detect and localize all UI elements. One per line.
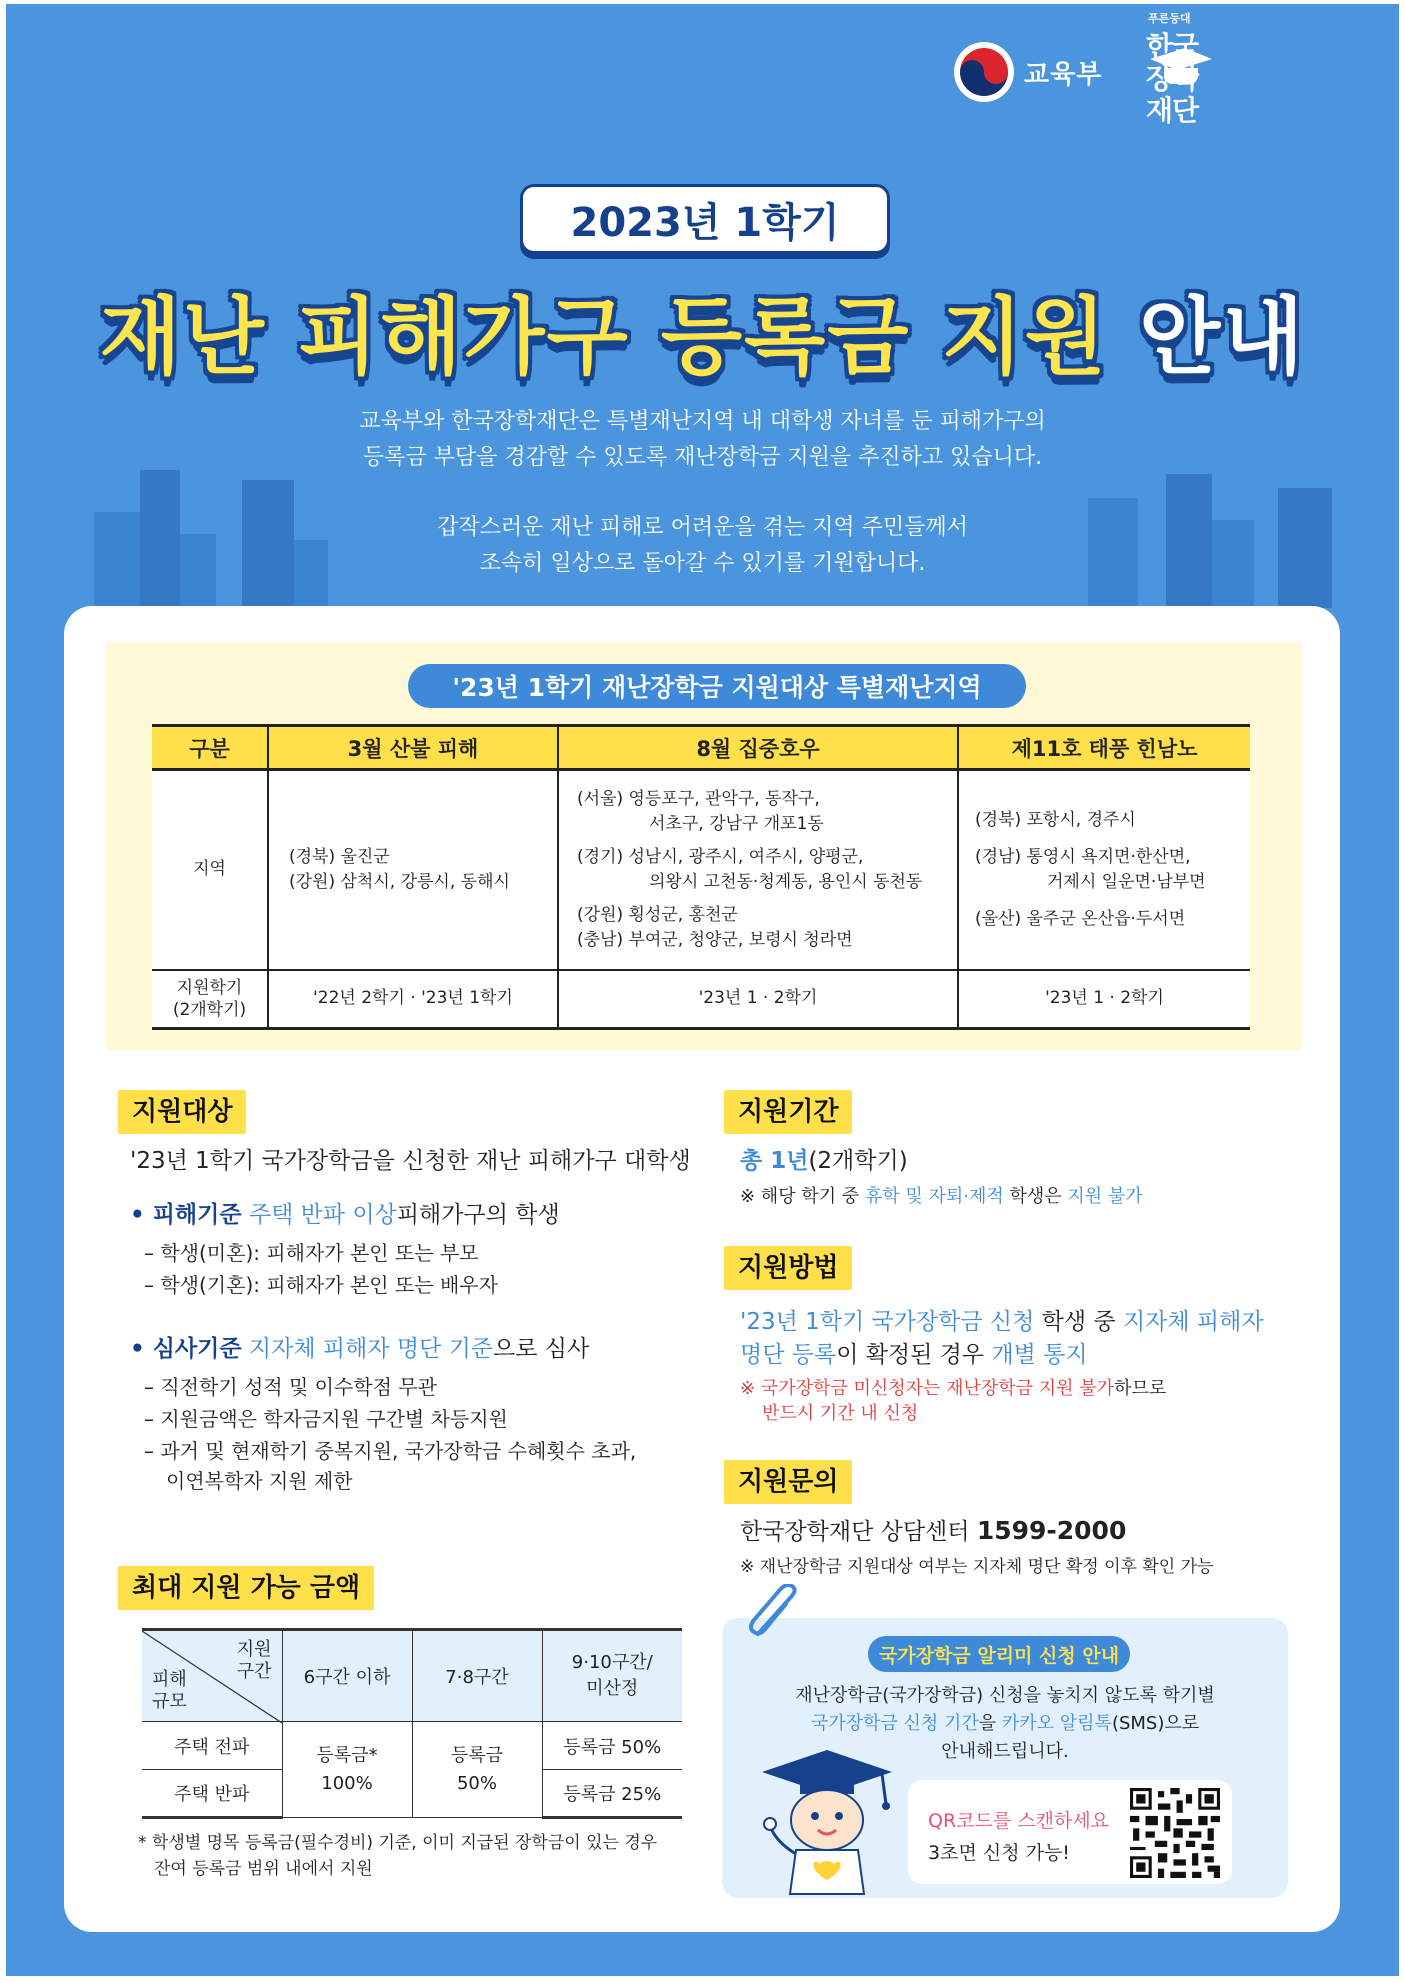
review-item-2: – 지원금액은 학자금지원 구간별 차등지원: [144, 1407, 508, 1431]
amount-note-1: * 학생별 명목 등록금(필수경비) 기준, 이미 지급된 장학금이 있는 경우: [138, 1833, 658, 1853]
method-hl4: 개별 통지: [991, 1342, 1088, 1368]
alarm-line-3: 안내해드립니다.: [941, 1741, 1069, 1762]
alarm-title: 국가장학금 알리미 신청 안내: [868, 1636, 1130, 1672]
method-warning: [740, 1376, 1166, 1426]
period-note-pre: ※ 해당 학기 중: [740, 1186, 865, 1207]
review-item-1: – 직전학기 성적 및 이수학점 무관: [144, 1375, 437, 1399]
rain-regions: [558, 770, 958, 970]
rain-region-2b: 의왕시 고천동·청계동, 용인시 동천동: [649, 871, 923, 892]
alarm-hl1: 국가장학금 신청 기간: [810, 1713, 979, 1734]
amount-col-1: 6구간 이하: [282, 1630, 412, 1722]
intro-line-2: 등록금 부담을 경감할 수 있도록 재난장학금 지원을 추진하고 있습니다.: [362, 445, 1043, 470]
target-heading: 지원대상: [118, 1090, 246, 1134]
qr-sub: 3초면 신청 가능!: [928, 1842, 1070, 1864]
taegeuk-icon: [954, 42, 1014, 102]
review-rest: 으로 심사: [493, 1336, 590, 1362]
rain-region-1b: 서초구, 강남구 개포1동: [649, 813, 824, 834]
method-hl2: 지자체 피해자: [1122, 1309, 1264, 1335]
amount-cell-1a: 등록금*: [316, 1744, 378, 1766]
review-item-4: 이연복학자 지원 제한: [166, 1469, 353, 1493]
qr-prompt: QR코드를 스캔하세요: [928, 1810, 1110, 1832]
row-label-term: [152, 970, 268, 1029]
typhoon-region-3: (울산) 울주군 온산읍·두서면: [975, 908, 1186, 929]
amount-heading: 최대 지원 가능 금액: [118, 1566, 374, 1610]
region-table-header: [152, 726, 1250, 770]
period-heading: 지원기간: [724, 1090, 852, 1134]
term-label-1: 지원학기: [176, 977, 243, 998]
period-note-hl2: 지원 불가: [1067, 1186, 1143, 1207]
corner-bottom-2: 규모: [152, 1691, 187, 1712]
target-lead: '23년 1학기 국가장학금을 신청한 재난 피해가구 대학생: [130, 1148, 691, 1174]
intro-line-4: 조속히 일상으로 돌아갈 수 있기를 기원합니다.: [479, 551, 926, 576]
damage-label: • 피해기준: [130, 1202, 242, 1228]
period-total-rest: (2개학기): [808, 1148, 908, 1174]
corner-bottom-1: 피해: [152, 1669, 187, 1690]
foundation-logo: [1146, 12, 1216, 127]
damage-highlight: 주택 반파 이상: [248, 1202, 397, 1228]
method-warning-rest: 하므로: [1114, 1378, 1167, 1399]
method-text: [740, 1306, 1280, 1372]
amount-note-2: 잔여 등록금 범위 내에서 지원: [154, 1859, 373, 1879]
method-warning-2: 반드시 기간 내 신청: [762, 1403, 919, 1424]
typhoon-region-1: (경북) 포항시, 경주시: [975, 809, 1136, 830]
method-heading: 지원방법: [724, 1246, 852, 1290]
amount-col-3b: 미산정: [586, 1678, 639, 1699]
review-highlight: 지자체 피해자 명단 기준: [248, 1336, 494, 1362]
method-hl3: 명단 등록: [740, 1342, 837, 1368]
period-note: [740, 1182, 1143, 1212]
col-header-fire: 3월 산불 피해: [268, 726, 558, 770]
damage-criteria: [130, 1200, 560, 1230]
paperclip-icon: [746, 1584, 806, 1644]
contact-heading: 지원문의: [724, 1460, 852, 1504]
row-label-region: 지역: [152, 770, 268, 970]
term-row: [152, 970, 1250, 1029]
region-title: '23년 1학기 재난장학금 지원대상 특별재난지역: [408, 664, 1026, 708]
alarm-box: [722, 1618, 1288, 1898]
col-header-typhoon: 제11호 태풍 힌남노: [958, 726, 1250, 770]
amount-cell-2a: 등록금: [450, 1744, 504, 1766]
contact-phone: 1599-2000: [976, 1516, 1127, 1545]
amount-header-row: [142, 1630, 682, 1722]
amount-col-2: 7·8구간: [412, 1630, 542, 1722]
rain-term: '23년 1 · 2학기: [558, 970, 958, 1029]
semester-badge: [520, 184, 890, 254]
corner-top-1: 지원: [236, 1639, 272, 1660]
region-section: [106, 642, 1302, 1050]
amount-corner-cell: [142, 1630, 282, 1722]
intro-line-1: 교육부와 한국장학재단은 특별재난지역 내 대학생 자녀를 둔 피해가구의: [359, 409, 1046, 434]
rain-region-4: (충남) 부여군, 청양군, 보령시 청라면: [577, 929, 853, 950]
review-criteria: [130, 1334, 589, 1364]
amount-row-full: [142, 1722, 682, 1770]
semester-label: 2023년 1학기: [570, 199, 840, 246]
amount-col-3a: 9·10구간/: [571, 1652, 653, 1673]
main-title: [6, 270, 1399, 391]
typhoon-term: '23년 1 · 2학기: [958, 970, 1250, 1029]
fire-region-1: (경북) 울진군: [289, 846, 390, 867]
alarm-hl2: 카카오 알림톡: [1001, 1713, 1112, 1734]
typhoon-regions: [958, 770, 1250, 970]
col-header-category: 구분: [152, 726, 268, 770]
amount-table: [142, 1628, 682, 1819]
contact-center: [740, 1516, 1126, 1547]
amount-cell-3a: 등록금 50%: [542, 1722, 682, 1770]
review-item-3: – 과거 및 현재학기 중복지원, 국가장학금 수혜횟수 초과,: [144, 1439, 637, 1463]
damage-item-2: – 학생(기혼): 피해자가 본인 또는 배우자: [144, 1273, 498, 1297]
method-hl1: '23년 1학기 국가장학금 신청: [740, 1309, 1035, 1335]
typhoon-region-2b: 거제시 일운면·남부면: [1047, 871, 1206, 892]
ministry-name: 교육부: [1024, 59, 1103, 90]
contact-center-label: 한국장학재단 상담센터: [740, 1519, 977, 1545]
amount-cell-1b: 100%: [321, 1772, 373, 1794]
alarm-line-1: 재난장학금(국가장학금) 신청을 놓치지 않도록 학기별: [795, 1685, 1215, 1706]
rain-region-2: (경기) 성남시, 광주시, 여주시, 양평군,: [577, 846, 864, 867]
qr-card[interactable]: [908, 1780, 1232, 1884]
amount-cell-2b: 50%: [456, 1772, 497, 1794]
foundation-name: 한국장학재단: [1146, 30, 1199, 127]
main-title-white: 안내: [1139, 288, 1306, 386]
region-row: [152, 770, 1250, 970]
corner-top-2: 구간: [236, 1661, 272, 1682]
fire-regions: [268, 770, 558, 970]
method-p2: 학생 중: [1034, 1309, 1123, 1335]
main-title-yellow: 재난 피해가구 등록금 지원: [99, 288, 1108, 386]
intro-line-3: 갑작스러운 재난 피해로 어려운을 겪는 지역 주민들께서: [437, 515, 968, 540]
contact-note: ※ 재난장학금 지원대상 여부는 지자체 명단 확정 이후 확인 가능: [740, 1557, 1214, 1577]
region-table: [152, 724, 1250, 1030]
ministry-logo: [954, 40, 1102, 104]
period-note-hl1: 휴학 및 자퇴·제적: [864, 1186, 1004, 1207]
term-label-2: (2개학기): [172, 999, 247, 1020]
fire-region-2: (강원) 삼척시, 강릉시, 동해시: [289, 871, 510, 892]
content-card: [64, 606, 1340, 1932]
mascot-icon: [752, 1746, 902, 1896]
period-total-hl: 총 1년: [740, 1148, 809, 1174]
foundation-slogan: 푸른등대: [1148, 12, 1191, 25]
amount-cell-3b: 등록금 25%: [542, 1770, 682, 1818]
method-p5: 이 확정된 경우: [836, 1342, 992, 1368]
alarm-rest: (SMS)으로: [1111, 1713, 1200, 1734]
period-note-mid: 학생은: [1003, 1186, 1068, 1207]
alarm-mid: 을: [978, 1713, 1002, 1734]
review-label: • 심사기준: [130, 1336, 242, 1362]
poster: [6, 4, 1399, 1976]
amount-row-label-full: 주택 전파: [142, 1722, 282, 1770]
amount-cell-1: [282, 1722, 412, 1818]
rain-region-1: (서울) 영등포구, 관악구, 동작구,: [577, 788, 820, 809]
period-total: [740, 1146, 908, 1176]
amount-cell-2: [412, 1722, 542, 1818]
amount-col-3: [542, 1630, 682, 1722]
damage-item-1: – 학생(미혼): 피해자가 본인 또는 부모: [144, 1241, 479, 1265]
col-header-rain: 8월 집중호우: [558, 726, 958, 770]
fire-term: '22년 2학기 · '23년 1학기: [268, 970, 558, 1029]
rain-region-3: (강원) 횡성군, 홍천군: [577, 904, 738, 925]
method-warning-1: ※ 국가장학금 미신청자는 재난장학금 지원 불가: [740, 1378, 1115, 1399]
damage-rest: 피해가구의 학생: [396, 1202, 560, 1228]
qr-code-icon[interactable]: [1130, 1788, 1220, 1878]
amount-row-label-half: 주택 반파: [142, 1770, 282, 1818]
alarm-line-2: [722, 1710, 1288, 1738]
typhoon-region-2: (경남) 통영시 욕지면·한산면,: [975, 846, 1191, 867]
